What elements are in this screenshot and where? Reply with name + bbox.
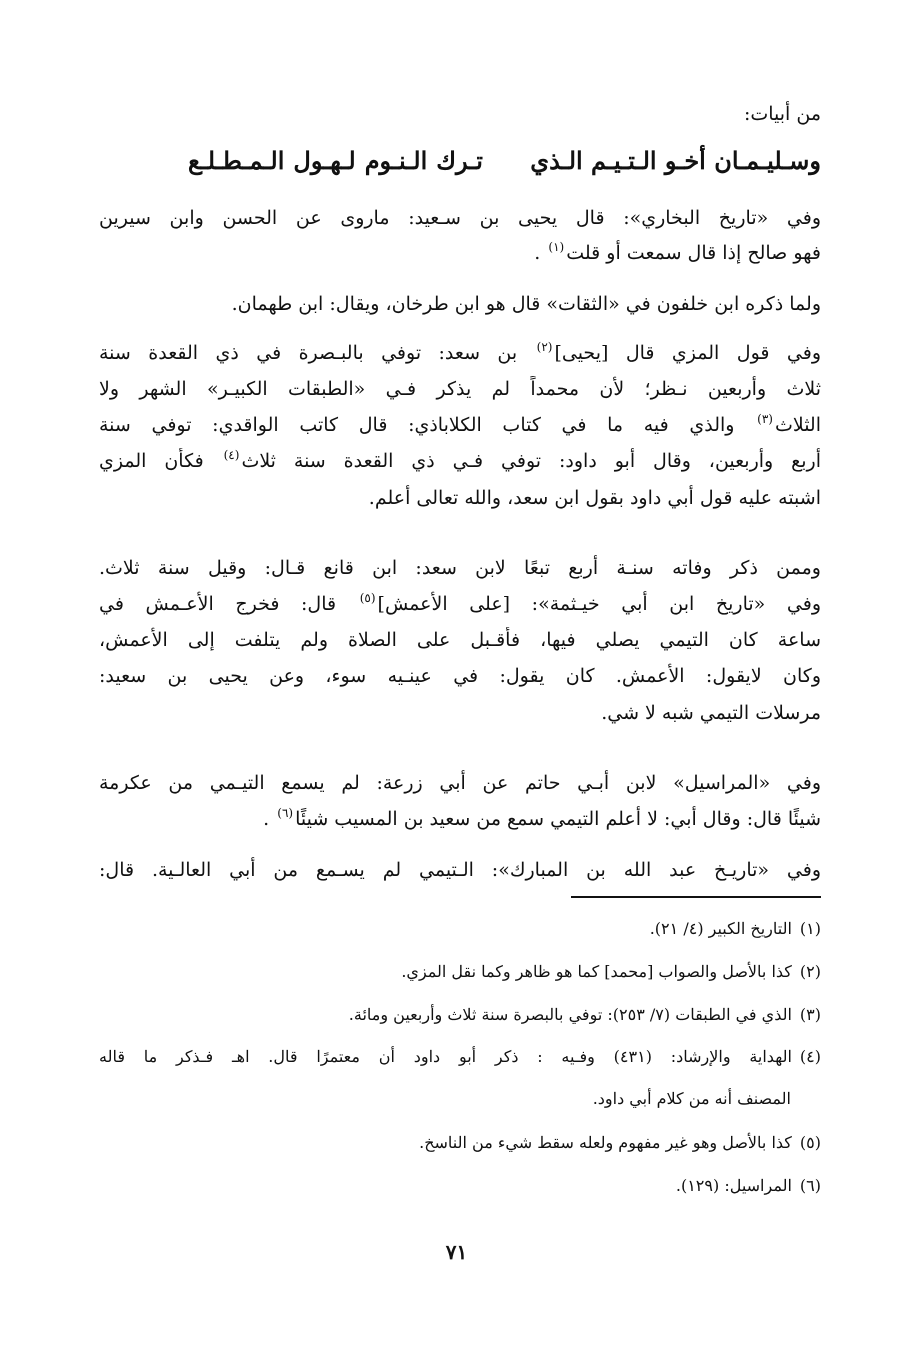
footnote-text: الهداية والإرشاد: (٤٣١) وفـيه : ذكر أبو داود أن معتمرًا قال. اهـ فـذكر ما قاله	[99, 1047, 792, 1066]
body-line: مرسلات التيمي شبه لا شي.	[601, 702, 821, 724]
body-line: ساعة كان التيمي يصلي فيها، فأقـبل على الصلاة ولم يتلفت إلى الأعمش،	[99, 629, 821, 651]
body-text: بن سعد: توفي بالبـصرة في ذي القعدة سنة	[99, 342, 518, 364]
body-text: فكأن المزي	[99, 450, 204, 472]
verse-intro: من أبيات:	[743, 103, 821, 125]
footnote-text: الذي في الطبقات (٧/ ٢٥٣): توفي بالبصرة سنة ثلاث وأربعين ومائة.	[348, 1005, 792, 1024]
body-text: أربع وأربعين، وقال أبو داود: توفي فـي ذي القعدة سنة ثلاث	[241, 450, 821, 472]
footnote-item	[99, 1132, 821, 1154]
body-text: وفي «تاريخ ابن أبي خيـثمة»: [على الأعمش]	[377, 593, 821, 615]
footnote-ref: (٢)	[536, 340, 553, 354]
body-line	[99, 412, 821, 438]
body-text: شيئًا قال: وقال أبي: لا أعلم التيمي سمع من سعيد بن المسيب شيئًا	[295, 808, 821, 830]
body-line	[99, 340, 821, 366]
body-text: قال: فخرج الأعـمش في	[99, 593, 337, 615]
body-line: وفي «تاريخ البخاري»: قال يحيى بن سـعيد: ماروى عن الحسن وابن سيرين	[99, 207, 821, 229]
body-line: اشبته عليه قول أبي داود بقول ابن سعد، والله تعالى أعلم.	[368, 487, 821, 509]
footnote-continuation: المصنف أنه من كلام أبي داود.	[592, 1089, 791, 1108]
footnote-number: (٥)	[799, 1133, 821, 1152]
footnote-text: التاريخ الكبير (٤/ ٢١).	[649, 919, 792, 938]
footnote-number: (٣)	[799, 1005, 821, 1024]
verse-hemistich-second: تـرك الـنـوم لـهـول الـمـطـلـع	[188, 146, 483, 175]
footnote-ref: (١)	[548, 240, 565, 254]
body-line	[99, 806, 821, 832]
body-line	[99, 591, 821, 617]
body-text: .	[534, 242, 541, 264]
body-line: وممن ذكر وفاته سنـة أربع تبعًا لابن سعد: ابن قانع قـال: وقيل سنة ثلاث.	[99, 557, 821, 579]
body-line: وفي «المراسيل» لابن أبـي حاتم عن أبي زرعة: لم يسمع التيـمي من عكرمة	[99, 772, 821, 794]
footnote-item	[99, 961, 821, 983]
footnote-item	[99, 1175, 821, 1197]
footnote-ref: (٣)	[757, 412, 773, 426]
body-text: فهو صالح إذا قال سمعت أو قلت	[566, 242, 821, 264]
verse-hemistich-first: وسـليـمـان أخـو الـتـيـم الـذي	[530, 146, 821, 175]
body-text: .	[263, 808, 270, 830]
footnote-number: (٤)	[799, 1047, 821, 1066]
footnote-number: (١)	[799, 919, 821, 938]
footnote-text: كذا بالأصل والصواب [محمد] كما هو ظاهر وكما نقل المزي.	[401, 962, 792, 981]
body-line: ثلاث وأربعين نـظر؛ لأن محمداً لم يذكر فـي «الطبقات الكبيـر» الشهر ولا	[99, 378, 821, 400]
footnote-ref: (٦)	[277, 806, 294, 820]
page-number: ٧١	[445, 1240, 468, 1264]
body-text: وفي قول المزي قال [يحيى]	[554, 342, 821, 364]
body-line: وكان لايقول: الأعمش. كان يقول: في عينـيه سوء، وعن يحيى بن سعيد:	[99, 665, 821, 687]
footnote-ref: (٤)	[223, 448, 240, 462]
body-line: وفي «تاريـخ عبد الله بن المبارك»: الـتيمي لم يسـمع من أبي العالـية. قال:	[99, 859, 821, 881]
body-text: والذي فيه ما في كتاب الكلاباذي: قال كاتب الواقدي: توفي سنة	[99, 414, 735, 436]
footnote-separator	[571, 896, 821, 898]
body-line	[99, 240, 821, 266]
body-text: الثلاث	[774, 414, 821, 436]
footnote-item	[99, 1046, 821, 1068]
body-line: ولما ذكره ابن خلفون في «الثقات» قال هو ابن طرخان، ويقال: ابن طهمان.	[231, 293, 821, 315]
footnote-text: المراسيل: (١٢٩).	[675, 1176, 792, 1195]
footnote-number: (٦)	[799, 1176, 821, 1195]
footnote-number: (٢)	[799, 962, 821, 981]
footnote-item	[99, 1004, 821, 1026]
footnote-item	[99, 918, 821, 940]
footnote-ref: (٥)	[359, 591, 376, 605]
body-line	[99, 448, 821, 474]
footnote-text: كذا بالأصل وهو غير مفهوم ولعله سقط شيء من الناسخ.	[419, 1133, 792, 1152]
